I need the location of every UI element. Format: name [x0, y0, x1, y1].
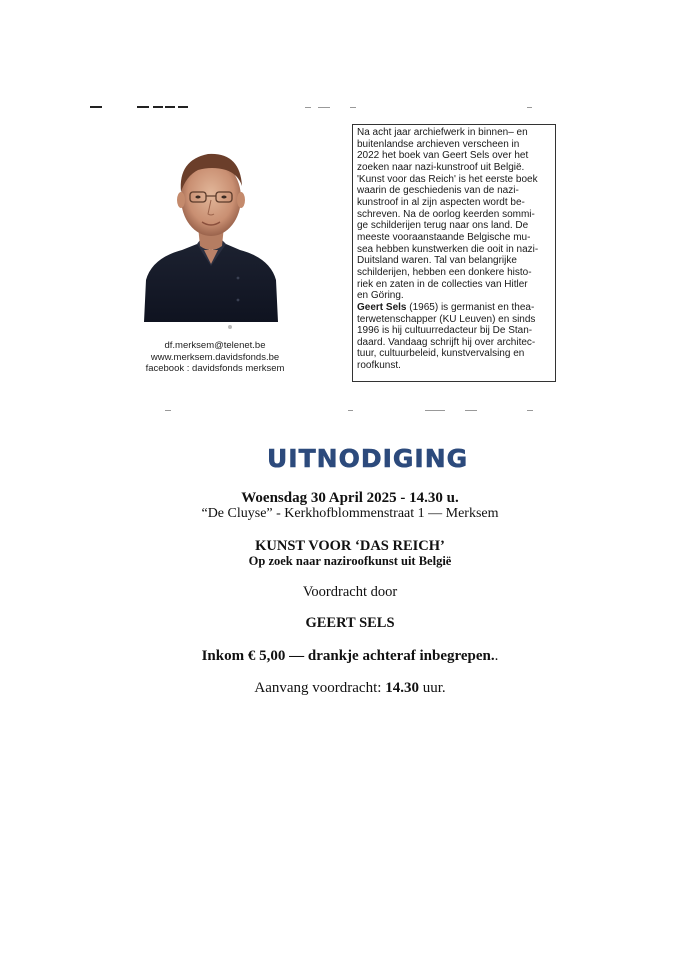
scan-dash: [527, 107, 532, 108]
contact-website[interactable]: www.merksem.davidsfonds.be: [150, 351, 280, 363]
bio-line: tuur, cultuurbeleid, kunstvervalsing en: [357, 348, 525, 360]
scan-dash: [153, 106, 163, 108]
scan-dash: [137, 106, 149, 108]
bio-line: roofkunst.: [357, 360, 401, 372]
article-line: zoeken naar nazi-kunstroof uit België.: [357, 161, 525, 173]
scan-dash: [527, 410, 533, 411]
bio-first-line: [357, 302, 552, 314]
article-line: en Göring.: [357, 290, 404, 302]
article-line: meeste vooraanstaande Belgische mu-: [357, 231, 531, 243]
contact-email[interactable]: df.merksem@telenet.be: [164, 340, 266, 351]
scan-dash: [90, 106, 102, 108]
scan-dash: [165, 106, 175, 108]
article-line: buitenlandse archieven verscheen in: [357, 138, 520, 150]
article-line: 'Kunst voor das Reich' is het eerste boek: [357, 173, 538, 185]
article-line: waarin de geschiedenis van de nazi-: [357, 185, 519, 197]
article-box: [352, 124, 556, 382]
contact-facebook: facebook : davidsfonds merksem: [145, 363, 285, 374]
scan-dot: [228, 325, 232, 329]
portrait-photo-icon: [142, 140, 280, 322]
entry-fee-tail: .: [494, 648, 499, 664]
scan-dash: [350, 107, 356, 108]
scan-dash: [425, 410, 445, 411]
bio-name: Geert Sels: [357, 301, 407, 313]
scan-dash: [305, 107, 311, 108]
scan-dash: [178, 106, 188, 108]
entry-fee: [0, 648, 700, 665]
entry-fee-text: Inkom € 5,00 — drankje achteraf inbegrepen.: [201, 648, 495, 664]
speaker-photo: [142, 140, 280, 322]
contact-info: [120, 340, 310, 375]
talk-title: KUNST VOOR ‘DAS REICH’: [255, 538, 445, 554]
talk-subtitle: Op zoek naar naziroofkunst uit België: [248, 554, 452, 568]
article-line: Duitsland waren. Tal van belangrijke: [357, 255, 517, 267]
article-line: ge schilderijen terug naar ons land. De: [357, 220, 529, 232]
scan-dash: [318, 107, 330, 108]
speaker-name: GEERT SELS: [305, 615, 395, 631]
bio-line: 1996 is hij cultuurredacteur bij De Stan-: [357, 325, 533, 337]
start-unit: uur.: [418, 680, 446, 696]
bio-line: daard. Vandaag schrijft hij over architec-: [357, 336, 536, 348]
bio-first-rest: (1965) is germanist en thea-: [406, 301, 535, 313]
start-time: [0, 680, 700, 697]
article-line: schreven. Na de oorlog keerden sommi-: [357, 208, 535, 220]
article-line: 2022 het boek van Geert Sels over het: [357, 150, 529, 162]
article-line: Na acht jaar archiefwerk in binnen– en: [357, 127, 528, 138]
start-label: Aanvang voordracht:: [254, 680, 386, 696]
article-line: riek en zaten in de collecties van Hitler: [357, 278, 528, 290]
article-line: sea hebben kunstwerken die ooit in nazi-: [357, 243, 539, 255]
scan-dash: [348, 410, 353, 411]
event-date: Woensdag 30 April 2025 - 14.30 u.: [241, 490, 459, 506]
lecture-by-label: Voordracht door: [302, 584, 398, 600]
article-line: schilderijen, hebben een donkere histo-: [357, 266, 532, 278]
article-line: kunstroof in al zijn aspecten wordt be-: [357, 196, 525, 208]
invitation-title: UITNODIGING: [267, 444, 469, 473]
start-time-value: 14.30: [385, 680, 419, 696]
scan-dash: [465, 410, 477, 411]
event-venue: “De Cluyse” - Kerkhofblommenstraat 1 — Merksem: [201, 506, 499, 521]
bio-line: terwetenschapper (KU Leuven) en sinds: [357, 313, 536, 325]
scan-dash: [165, 410, 171, 411]
